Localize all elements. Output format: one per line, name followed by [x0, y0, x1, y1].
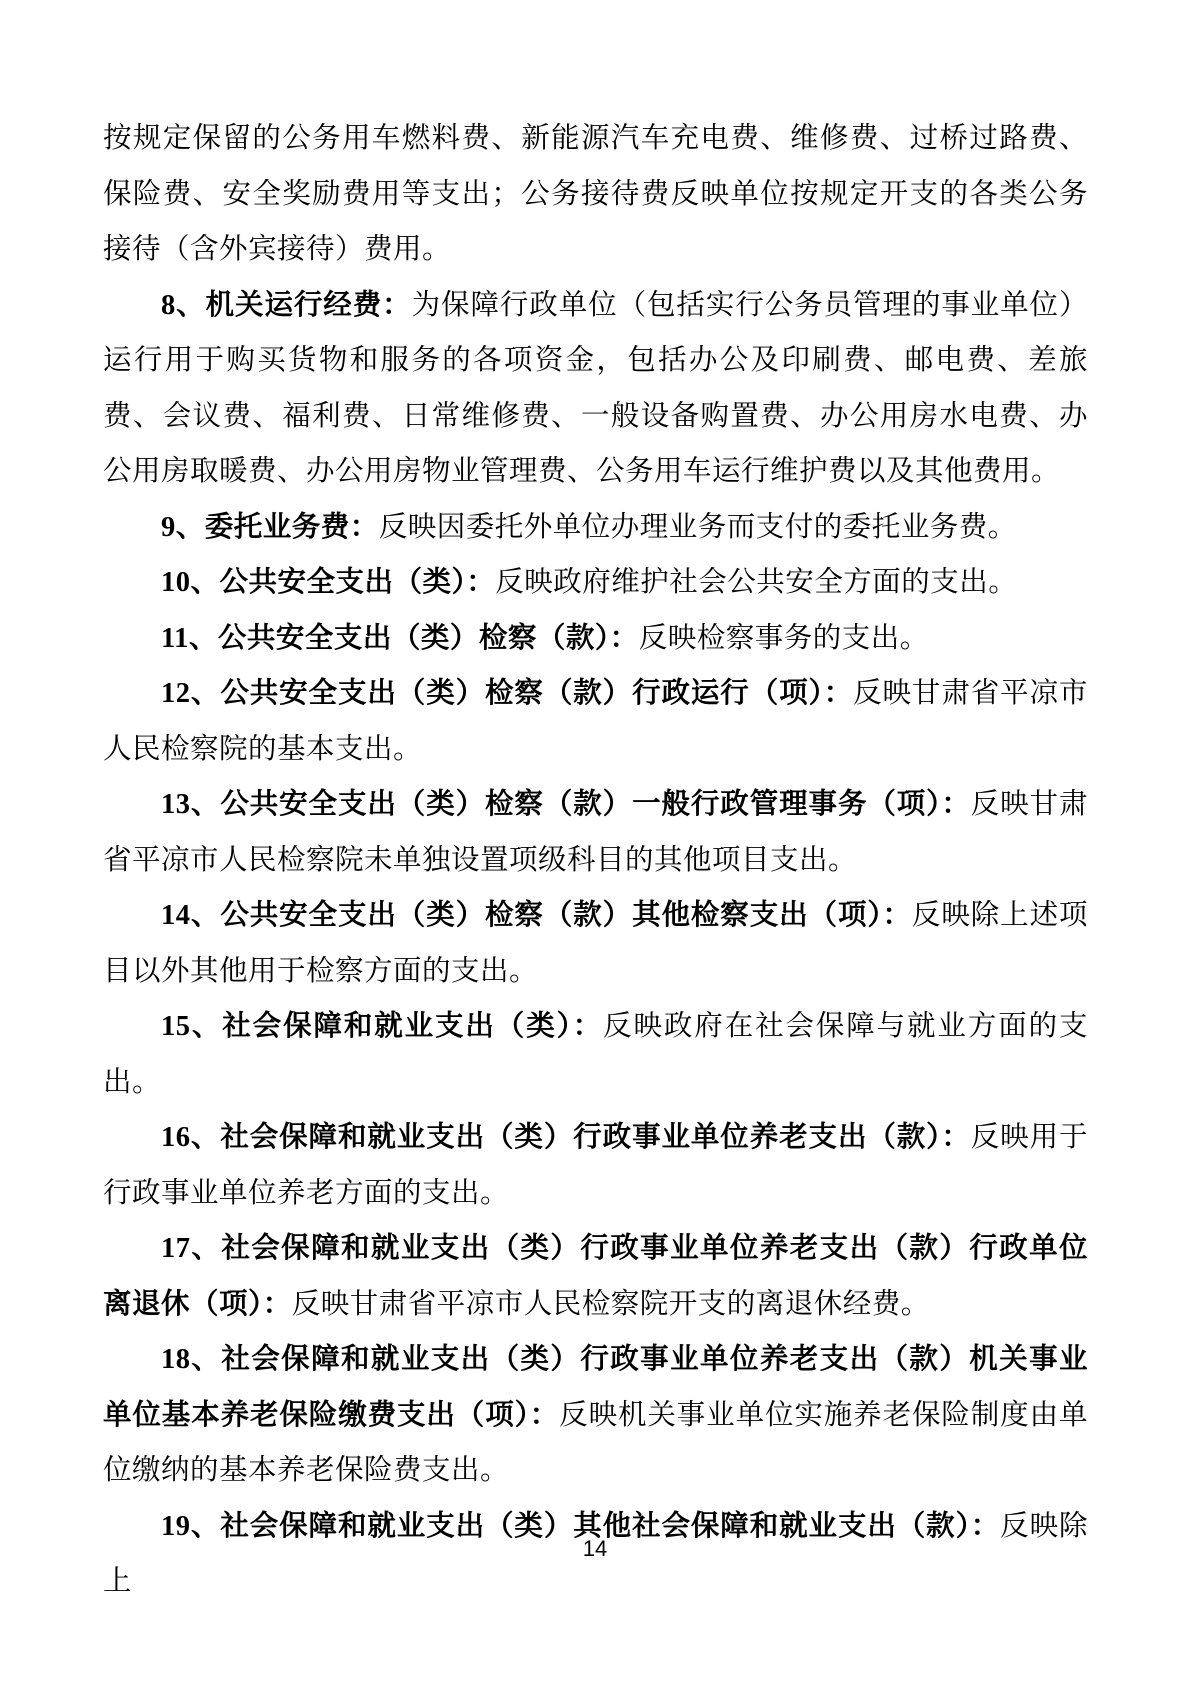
- item-18-label: 18、社会保障和就业支出（类）行政事业单位养老支出（款）机关事业单位基本养老保险缴费支出（项）：: [103, 1344, 1088, 1431]
- item-15-label: 15、社会保障和就业支出（类）：: [161, 1011, 604, 1042]
- item-9-label: 9、委托业务费：: [161, 511, 379, 543]
- item-8-text: 为保障行政单位（包括实行公务员管理的事业单位）运行用于购买货物和服务的各项资金，包括办公及印刷费、邮电费、差旅费、会议费、福利费、日常维修费、一般设备购置费、办公用房水电费、办公用房取暖费、办公用房物业管理费、公务用车运行维护费以及其他费用。: [103, 289, 1088, 487]
- paragraph-item-17: [103, 1221, 1088, 1332]
- paragraph-item-10: [103, 555, 1088, 611]
- paragraph-item-13: [103, 777, 1088, 888]
- item-11-label: 11、公共安全支出（类）检察（款）：: [161, 622, 639, 654]
- paragraph-continuation-text: 按规定保留的公务用车燃料费、新能源汽车充电费、维修费、过桥过路费、保险费、安全奖励费用等支出；公务接待费反映单位按规定开支的各类公务接待（含外宾接待）费用。: [103, 123, 1088, 265]
- item-18-text: 反映机关事业单位实施养老保险制度由单位缴纳的基本养老保险费支出。: [103, 1399, 1088, 1486]
- item-12-label: 12、公共安全支出（类）检察（款）行政运行（项）：: [161, 678, 854, 709]
- item-16-label: 16、社会保障和就业支出（类）行政事业单位养老支出（款）：: [161, 1122, 971, 1153]
- item-17-label: 17、社会保障和就业支出（类）行政事业单位养老支出（款）行政单位离退休（项）：: [103, 1233, 1088, 1320]
- item-14-text: 反映除上述项目以外其他用于检察方面的支出。: [103, 900, 1088, 987]
- item-8-label: 8、机关运行经费：: [161, 289, 412, 321]
- paragraph-item-11: [103, 611, 1088, 667]
- paragraph-item-16: [103, 1110, 1088, 1221]
- document-body: [103, 111, 1088, 1610]
- item-19-text: 反映除上: [103, 1510, 1088, 1597]
- paragraph-item-12: [103, 666, 1088, 777]
- item-14-label: 14、公共安全支出（类）检察（款）其他检察支出（项）：: [161, 900, 912, 931]
- item-9-text: 反映因委托外单位办理业务而支付的委托业务费。: [378, 511, 1017, 543]
- paragraph-item-15: [103, 999, 1088, 1110]
- paragraph-item-14: [103, 888, 1088, 999]
- item-13-text: 反映甘肃省平凉市人民检察院未单独设置项级科目的其他项目支出。: [103, 789, 1088, 876]
- paragraph-item-9: [103, 500, 1088, 556]
- item-13-label: 13、公共安全支出（类）检察（款）一般行政管理事务（项）：: [161, 789, 971, 820]
- paragraph-continuation: [103, 111, 1088, 278]
- item-17-text: 反映甘肃省平凉市人民检察院开支的离退休经费。: [291, 1288, 930, 1320]
- page-number: 14: [582, 1536, 608, 1561]
- item-12-text: 反映甘肃省平凉市人民检察院的基本支出。: [103, 678, 1088, 765]
- item-10-text: 反映政府维护社会公共安全方面的支出。: [495, 567, 1018, 598]
- item-11-text: 反映检察事务的支出。: [638, 622, 929, 654]
- paragraph-item-18: [103, 1332, 1088, 1499]
- paragraph-item-8: [103, 278, 1088, 500]
- item-19-label: 19、社会保障和就业支出（类）其他社会保障和就业支出（款）：: [161, 1510, 1001, 1542]
- item-15-text: 反映政府在社会保障与就业方面的支出。: [103, 1011, 1088, 1098]
- item-10-label: 10、公共安全支出（类）：: [161, 567, 496, 598]
- item-16-text: 反映用于行政事业单位养老方面的支出。: [103, 1122, 1088, 1209]
